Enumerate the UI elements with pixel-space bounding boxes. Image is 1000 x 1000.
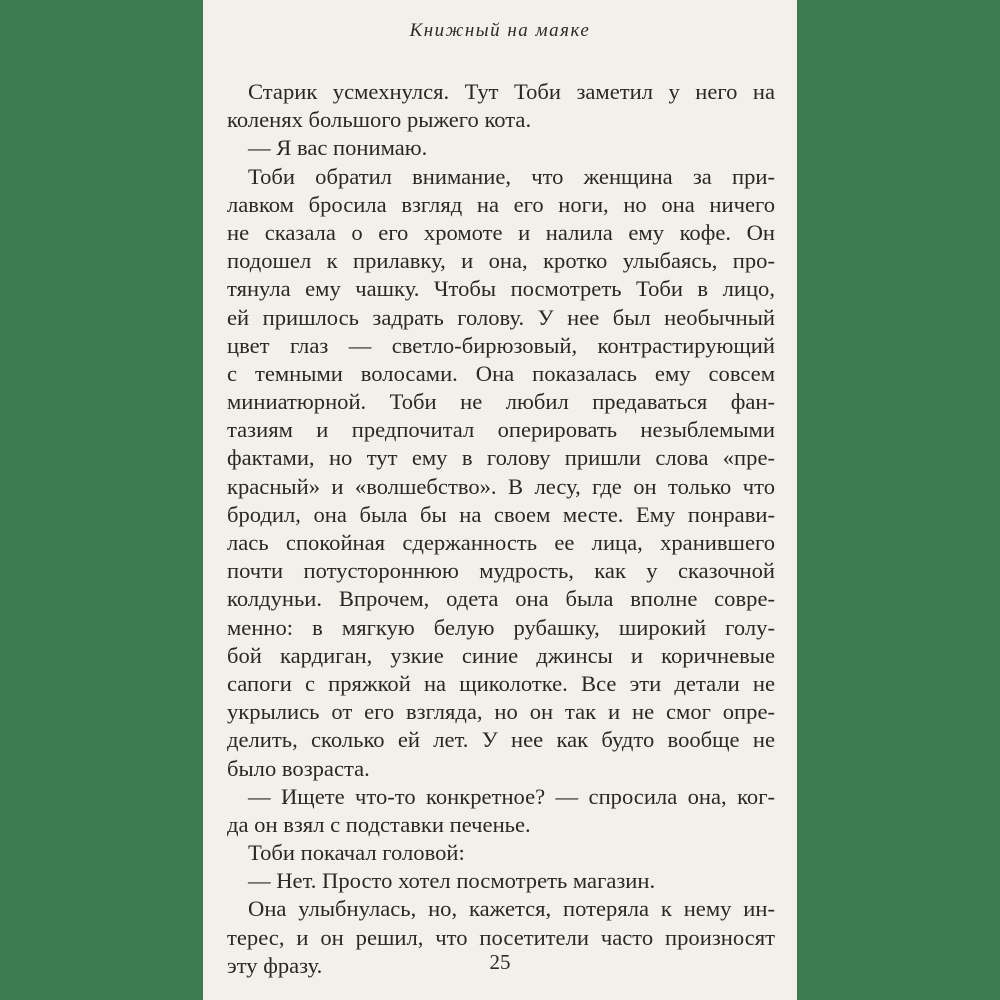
text-line: укрылись от его взгляда, но он так и не смог опре- xyxy=(227,699,775,725)
text-line: коленях большого рыжего кота. xyxy=(227,107,532,133)
text-line: Тоби покачал головой: xyxy=(248,840,465,866)
text-line: делить, сколько ей лет. У нее как будто вообще не xyxy=(227,727,775,753)
text-line: подошел к прилавку, и она, кротко улыбаясь, про- xyxy=(227,248,775,274)
text-line: цвет глаз — светло-бирюзовый, контрастирующий xyxy=(227,332,775,358)
text-line: было возраста. xyxy=(227,755,370,781)
text-line: — Нет. Просто хотел посмотреть магазин. xyxy=(248,868,656,894)
text-line: да он взял с подставки печенье. xyxy=(227,811,531,837)
text-line: тазиям и предпочитал оперировать незыблемыми xyxy=(227,417,775,443)
text-line: менно: в мягкую белую рубашку, широкий голу- xyxy=(227,614,775,640)
text-line: почти потустороннюю мудрость, как у сказочной xyxy=(227,558,775,584)
text-line: сапоги с пряжкой на щиколотке. Все эти детали не xyxy=(227,670,775,696)
text-line: не сказала о его хромоте и налила ему кофе. Он xyxy=(227,219,775,245)
text-line: Она улыбнулась, но, кажется, потеряла к нему ин- xyxy=(248,896,775,922)
text-line: миниатюрной. Тоби не любил предаваться фан- xyxy=(227,389,775,415)
text-line: — Я вас понимаю. xyxy=(248,135,428,161)
text-line: с темными волосами. Она показалась ему совсем xyxy=(227,360,775,386)
text-line: ей пришлось задрать голову. У нее был необычный xyxy=(227,304,775,330)
body-text xyxy=(227,78,775,980)
text-line: бой кардиган, узкие синие джинсы и коричневые xyxy=(227,642,775,668)
page-number: 25 xyxy=(489,950,511,974)
running-head: Книжный на маяке xyxy=(409,20,591,41)
text-line: бродил, она была бы на своем месте. Ему понрави- xyxy=(227,501,775,527)
text-line: — Ищете что-то конкретное? — спросила она, ког- xyxy=(248,783,775,809)
text-line: Тоби обратил внимание, что женщина за при- xyxy=(248,163,775,189)
text-line: колдуньи. Впрочем, одета она была вполне совре- xyxy=(227,586,775,612)
text-line: лась спокойная сдержанность ее лица, хранившего xyxy=(227,530,775,555)
text-line: красный» и «волшебство». В лесу, где он только что xyxy=(227,473,775,499)
text-line: лавком бросила взгляд на его ноги, но она ничего xyxy=(227,191,775,217)
text-line: тянула ему чашку. Чтобы посмотреть Тоби в лицо, xyxy=(227,276,775,302)
text-line: фактами, но тут ему в голову пришли слова «пре- xyxy=(227,445,775,471)
text-line: терес, и он решил, что посетители часто произносят xyxy=(227,924,775,950)
text-line: эту фразу. xyxy=(227,952,323,978)
text-line: Старик усмехнулся. Тут Тоби заметил у него на xyxy=(248,79,775,104)
book-page xyxy=(203,0,797,1000)
